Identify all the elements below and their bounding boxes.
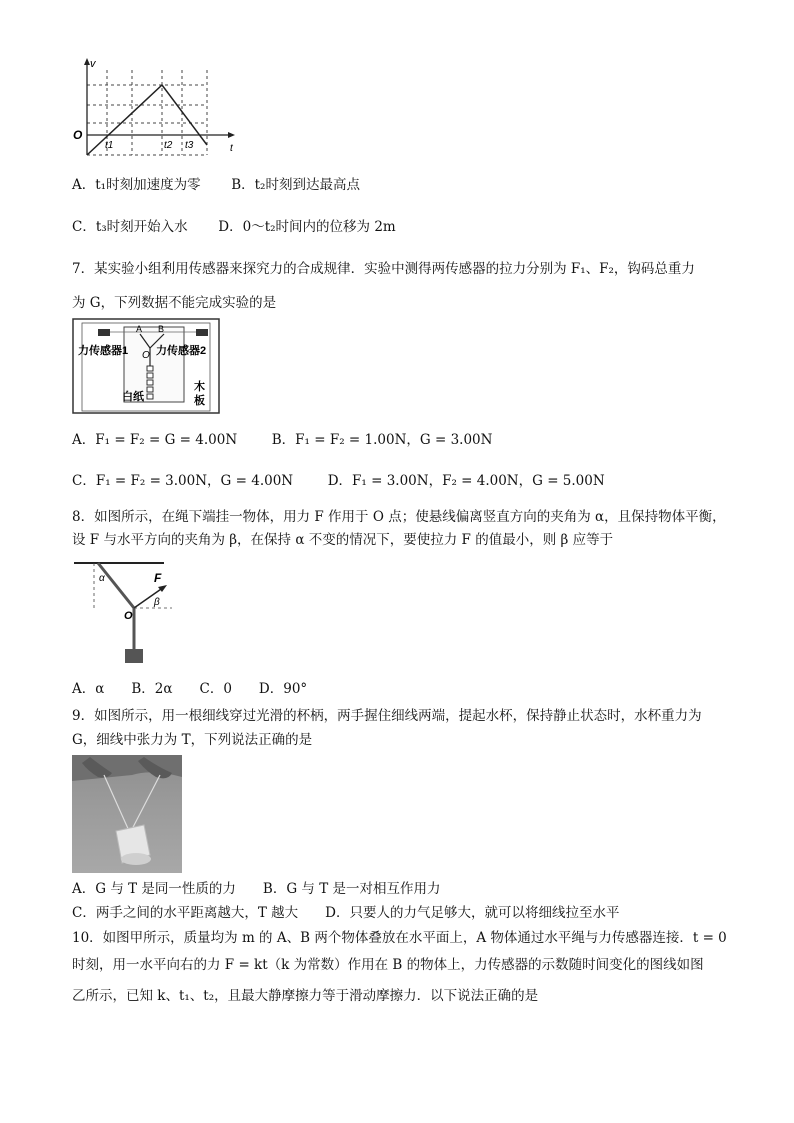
v-axis-label: v [90,58,96,70]
paper-label: 白纸 [122,391,144,403]
q8-stem-line2: 设 F 与水平方向的夹角为 β，在保持 α 不变的情况下，要使拉力 F 的值最小，则 β 应等于 [72,532,614,548]
beta-label: β [154,597,160,608]
alpha-label: α [99,573,105,584]
q7-stem-line2: 为 G，下列数据不能完成实验的是 [72,295,277,311]
q7-stem-line1: 7．某实验小组利用传感器来探究力的合成规律．实验中测得两传感器的拉力分别为 F₁、F₂，钩码总重力 [72,261,695,277]
t3-label: t3 [185,140,194,151]
q9-cup-photo [72,755,182,873]
q7-options-cd: C．F₁ = F₂ = 3.00N，G = 4.00N D．F₁ = 3.00N，F₂ = 4.00N，G = 5.00N [72,473,605,489]
q10-stem-line2: 时刻，用一水平向右的力 F = kt（k 为常数）作用在 B 的物体上，力传感器的示数随时间变化的图线如图 [72,957,704,973]
q9-stem-line2: G，细线中张力为 T，下列说法正确的是 [72,732,313,748]
q8-force-figure [72,555,182,667]
q7-label-b: B [158,324,165,334]
q6-options-ab: A．t₁时刻加速度为零 B．t₂时刻到达最高点 [72,177,360,193]
board-label-1: 木 [194,381,205,393]
q10-stem-line3: 乙所示，已知 k、t₁、t₂，且最大静摩擦力等于滑动摩擦力．以下说法正确的是 [72,988,539,1004]
t-axis-label: t [230,143,233,154]
q7-label-o: O [142,350,150,361]
sensor1-label: 力传感器1 [78,345,129,357]
q9-options-cd: C．两手之间的水平距离越大，T 越大 D．只要人的力气足够大，就可以将细线拉至水平 [72,905,620,921]
t1-label: t1 [105,140,114,151]
f-label: F [154,571,162,585]
q8-options: A．α B．2α C．0 D．90° [72,681,308,697]
t2-label: t2 [164,140,173,151]
q9-options-ab: A．G 与 T 是同一性质的力 B．G 与 T 是一对相互作用力 [72,881,441,897]
origin-label: O [73,128,83,142]
q8-stem-line1: 8．如图所示，在绳下端挂一物体，用力 F 作用于 O 点；使悬线偏离竖直方向的夹角为 α，且保持物体平衡， [72,509,726,525]
q7-label-a: A [136,324,143,334]
q7-apparatus-figure [72,318,220,414]
q6-options-cd: C．t₃时刻开始入水 D．0～t₂时间内的位移为 2m [72,219,396,235]
sensor2-label: 力传感器2 [156,345,207,357]
o-label: O [124,610,133,622]
q9-stem-line1: 9．如图所示，用一根细线穿过光滑的杯柄，两手握住细线两端，提起水杯，保持静止状态时，水杯重力为 [72,708,702,724]
q7-options-ab: A．F₁ = F₂ = G = 4.00N B．F₁ = F₂ = 1.00N，G = 3.00N [72,432,493,448]
q10-stem-line1: 10．如图甲所示，质量均为 m 的 A、B 两个物体叠放在水平面上，A 物体通过水平绳与力传感器连接．t = 0 [72,930,727,946]
vt-graph-figure [72,55,242,165]
board-label-2: 板 [194,395,205,407]
